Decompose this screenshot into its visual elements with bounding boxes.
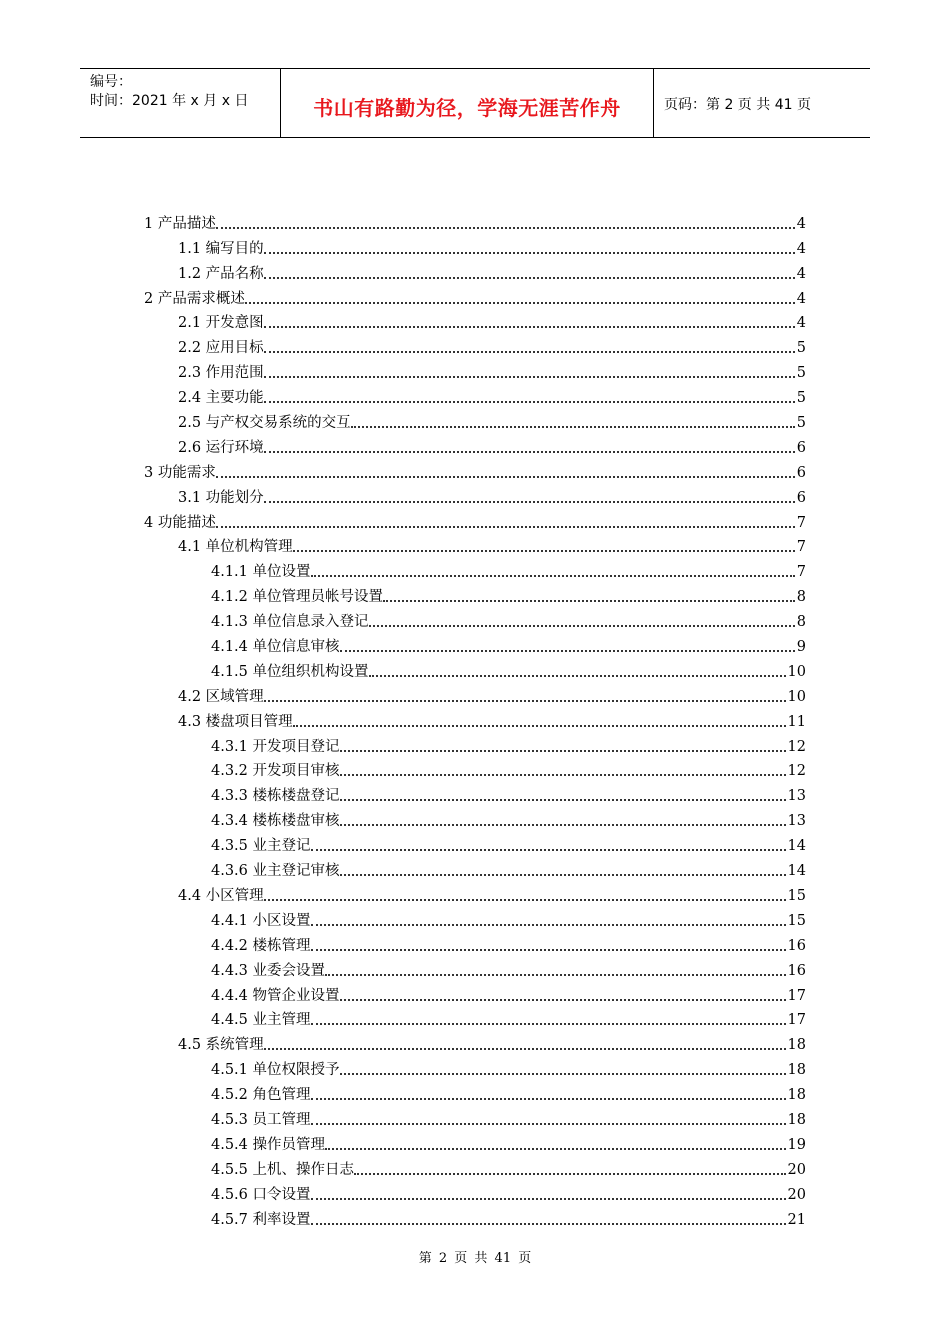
toc-entry[interactable] xyxy=(0,581,950,606)
toc-entry[interactable] xyxy=(0,706,950,731)
toc-dot-leader xyxy=(340,824,786,826)
toc-entry-page-number: 4 xyxy=(796,215,806,232)
toc-entry[interactable] xyxy=(0,208,950,233)
toc-dot-leader xyxy=(311,1198,786,1200)
toc-dot-leader xyxy=(369,625,795,627)
toc-entry-page-number: 13 xyxy=(787,813,806,830)
toc-entry-page-number: 7 xyxy=(796,539,806,556)
document-header xyxy=(80,68,870,138)
toc-entry[interactable] xyxy=(0,631,950,656)
toc-entry[interactable] xyxy=(0,880,950,905)
toc-entry-page-number: 16 xyxy=(787,962,806,979)
toc-entry-title: 4 功能描述 xyxy=(144,514,216,531)
toc-entry[interactable] xyxy=(0,1129,950,1154)
toc-entry-title: 4.3.6 业主登记审核 xyxy=(211,863,340,880)
toc-entry-title: 4.5.1 单位权限授予 xyxy=(211,1062,340,1079)
toc-entry-page-number: 6 xyxy=(796,489,806,506)
toc-entry-page-number: 4 xyxy=(796,290,806,307)
toc-entry[interactable] xyxy=(0,805,950,830)
toc-entry[interactable] xyxy=(0,1154,950,1179)
toc-entry-title: 2 产品需求概述 xyxy=(144,290,245,307)
toc-entry[interactable] xyxy=(0,233,950,258)
toc-entry-title: 4.3.1 开发项目登记 xyxy=(211,738,340,755)
toc-dot-leader xyxy=(245,302,795,304)
toc-entry-title: 4.4.5 业主管理 xyxy=(211,1012,311,1029)
toc-dot-leader xyxy=(264,451,795,453)
toc-entry-title: 4.1.1 单位设置 xyxy=(211,564,311,581)
toc-dot-leader xyxy=(311,1023,786,1025)
toc-entry[interactable] xyxy=(0,1204,950,1229)
toc-entry[interactable] xyxy=(0,606,950,631)
toc-entry-title: 4.1 单位机构管理 xyxy=(178,539,293,556)
toc-entry-title: 2.3 作用范围 xyxy=(178,365,264,382)
toc-entry[interactable] xyxy=(0,258,950,283)
toc-dot-leader xyxy=(264,1048,786,1050)
toc-entry[interactable] xyxy=(0,756,950,781)
toc-entry-title: 1.1 编写目的 xyxy=(178,240,264,257)
toc-dot-leader xyxy=(264,376,795,378)
toc-entry[interactable] xyxy=(0,382,950,407)
toc-entry[interactable] xyxy=(0,930,950,955)
toc-entry-page-number: 18 xyxy=(787,1111,806,1128)
toc-entry[interactable] xyxy=(0,830,950,855)
toc-entry-page-number: 8 xyxy=(796,614,806,631)
toc-entry[interactable] xyxy=(0,955,950,980)
toc-dot-leader xyxy=(216,227,795,229)
toc-entry[interactable] xyxy=(0,432,950,457)
toc-entry-title: 4.5.4 操作员管理 xyxy=(211,1136,326,1153)
toc-dot-leader xyxy=(264,700,786,702)
toc-entry-page-number: 18 xyxy=(787,1062,806,1079)
document-time-label: 时间：2021 年 x 月 x 日 xyxy=(90,93,249,109)
toc-entry-page-number: 7 xyxy=(796,564,806,581)
toc-dot-leader xyxy=(340,799,786,801)
header-motto-cell xyxy=(281,69,654,137)
toc-dot-leader xyxy=(264,501,795,503)
toc-entry-title: 4.5.2 角色管理 xyxy=(211,1087,311,1104)
toc-entry[interactable] xyxy=(0,556,950,581)
toc-entry[interactable] xyxy=(0,507,950,532)
toc-dot-leader xyxy=(264,899,786,901)
toc-entry-title: 4.1.2 单位管理员帐号设置 xyxy=(211,589,384,606)
toc-dot-leader xyxy=(340,999,786,1001)
toc-entry[interactable] xyxy=(0,855,950,880)
toc-entry-title: 4.2 区域管理 xyxy=(178,688,264,705)
toc-entry[interactable] xyxy=(0,1054,950,1079)
toc-entry-title: 3.1 功能划分 xyxy=(178,489,264,506)
toc-dot-leader xyxy=(264,401,795,403)
toc-dot-leader xyxy=(325,974,786,976)
toc-entry-page-number: 4 xyxy=(796,315,806,332)
toc-dot-leader xyxy=(311,1223,786,1225)
toc-entry-page-number: 7 xyxy=(796,514,806,531)
toc-entry-title: 2.2 应用目标 xyxy=(178,340,264,357)
toc-dot-leader xyxy=(311,849,786,851)
toc-entry-title: 4.1.5 单位组织机构设置 xyxy=(211,663,369,680)
toc-dot-leader xyxy=(216,526,795,528)
toc-entry[interactable] xyxy=(0,656,950,681)
toc-entry[interactable] xyxy=(0,1179,950,1204)
toc-dot-leader xyxy=(216,476,795,478)
toc-entry[interactable] xyxy=(0,332,950,357)
toc-entry-title: 2.5 与产权交易系统的交互 xyxy=(178,415,351,432)
toc-entry-title: 4.4 小区管理 xyxy=(178,887,264,904)
toc-entry-title: 4.1.4 单位信息审核 xyxy=(211,639,340,656)
toc-entry-page-number: 6 xyxy=(796,439,806,456)
toc-entry[interactable] xyxy=(0,482,950,507)
toc-entry[interactable] xyxy=(0,457,950,482)
toc-dot-leader xyxy=(354,1173,786,1175)
toc-entry-title: 4.3.4 楼栋楼盘审核 xyxy=(211,813,340,830)
toc-entry-page-number: 20 xyxy=(787,1161,806,1178)
toc-entry-page-number: 18 xyxy=(787,1037,806,1054)
toc-entry[interactable] xyxy=(0,731,950,756)
toc-entry[interactable] xyxy=(0,308,950,333)
toc-entry-page-number: 10 xyxy=(787,663,806,680)
toc-entry-page-number: 5 xyxy=(796,415,806,432)
toc-dot-leader xyxy=(264,277,795,279)
toc-dot-leader xyxy=(325,1148,786,1150)
toc-entry-title: 2.6 运行环境 xyxy=(178,439,264,456)
header-left-cell xyxy=(80,69,281,137)
toc-entry-page-number: 14 xyxy=(787,863,806,880)
toc-entry-page-number: 18 xyxy=(787,1087,806,1104)
header-page-info: 页码：第 2 页 共 41 页 xyxy=(664,97,811,113)
toc-entry-title: 4.5.6 口令设置 xyxy=(211,1186,311,1203)
toc-entry-page-number: 5 xyxy=(796,365,806,382)
toc-entry-page-number: 9 xyxy=(796,639,806,656)
toc-dot-leader xyxy=(311,1123,786,1125)
toc-entry-title: 4.1.3 单位信息录入登记 xyxy=(211,614,369,631)
toc-entry-page-number: 4 xyxy=(796,240,806,257)
toc-entry[interactable] xyxy=(0,283,950,308)
header-page-cell xyxy=(654,69,870,137)
toc-entry-page-number: 4 xyxy=(796,265,806,282)
toc-entry-page-number: 17 xyxy=(787,987,806,1004)
toc-dot-leader xyxy=(311,1098,786,1100)
toc-entry-page-number: 21 xyxy=(787,1211,806,1228)
toc-entry-page-number: 12 xyxy=(787,763,806,780)
toc-entry[interactable] xyxy=(0,532,950,557)
toc-entry-title: 1 产品描述 xyxy=(144,215,216,232)
toc-entry-page-number: 15 xyxy=(787,887,806,904)
toc-entry[interactable] xyxy=(0,681,950,706)
toc-entry[interactable] xyxy=(0,905,950,930)
toc-entry-title: 3 功能需求 xyxy=(144,464,216,481)
toc-entry-page-number: 20 xyxy=(787,1186,806,1203)
toc-entry-title: 4.3.5 业主登记 xyxy=(211,838,311,855)
toc-entry-title: 2.1 开发意图 xyxy=(178,315,264,332)
toc-dot-leader xyxy=(340,1073,786,1075)
toc-entry[interactable] xyxy=(0,980,950,1005)
toc-dot-leader xyxy=(351,426,795,428)
toc-entry-title: 4.5.3 员工管理 xyxy=(211,1111,311,1128)
toc-entry[interactable] xyxy=(0,1029,950,1054)
toc-entry-page-number: 17 xyxy=(787,1012,806,1029)
toc-entry[interactable] xyxy=(0,1079,950,1104)
toc-dot-leader xyxy=(383,600,795,602)
toc-dot-leader xyxy=(311,575,795,577)
toc-entry-title: 4.4.2 楼栋管理 xyxy=(211,937,311,954)
toc-entry-title: 4.5.7 利率设置 xyxy=(211,1211,311,1228)
toc-dot-leader xyxy=(264,351,795,353)
toc-entry[interactable] xyxy=(0,407,950,432)
toc-dot-leader xyxy=(340,650,795,652)
toc-dot-leader xyxy=(264,326,795,328)
toc-dot-leader xyxy=(340,874,786,876)
toc-entry-title: 4.4.3 业委会设置 xyxy=(211,962,326,979)
toc-dot-leader xyxy=(311,924,786,926)
toc-entry-page-number: 12 xyxy=(787,738,806,755)
toc-entry[interactable] xyxy=(0,1005,950,1030)
toc-entry-page-number: 15 xyxy=(787,912,806,929)
toc-dot-leader xyxy=(369,675,786,677)
table-of-contents xyxy=(0,208,950,1229)
toc-entry-page-number: 14 xyxy=(787,838,806,855)
toc-dot-leader xyxy=(311,949,786,951)
page-footer: 第 2 页 共 41 页 xyxy=(418,1251,532,1266)
toc-entry-title: 4.5 系统管理 xyxy=(178,1037,264,1054)
toc-dot-leader xyxy=(340,750,786,752)
toc-entry-page-number: 11 xyxy=(787,713,806,730)
toc-dot-leader xyxy=(340,774,786,776)
toc-dot-leader xyxy=(293,725,786,727)
toc-entry-title: 4.5.5 上机、操作日志 xyxy=(211,1161,355,1178)
toc-entry[interactable] xyxy=(0,1104,950,1129)
header-motto: 书山有路勤为径，学海无涯苦作舟 xyxy=(313,95,621,120)
toc-entry-title: 4.4.1 小区设置 xyxy=(211,912,311,929)
document-number-label: 编号： xyxy=(90,74,132,90)
toc-entry-page-number: 8 xyxy=(796,589,806,606)
toc-dot-leader xyxy=(264,252,795,254)
toc-entry[interactable] xyxy=(0,780,950,805)
toc-entry-page-number: 5 xyxy=(796,390,806,407)
toc-entry-page-number: 6 xyxy=(796,464,806,481)
toc-entry-title: 4.3 楼盘项目管理 xyxy=(178,713,293,730)
toc-entry-title: 4.4.4 物管企业设置 xyxy=(211,987,340,1004)
toc-entry-page-number: 19 xyxy=(787,1136,806,1153)
toc-entry-page-number: 13 xyxy=(787,788,806,805)
toc-entry-title: 4.3.3 楼栋楼盘登记 xyxy=(211,788,340,805)
toc-entry-title: 4.3.2 开发项目审核 xyxy=(211,763,340,780)
toc-entry-page-number: 10 xyxy=(787,688,806,705)
toc-entry-page-number: 16 xyxy=(787,937,806,954)
toc-dot-leader xyxy=(293,550,795,552)
toc-entry-page-number: 5 xyxy=(796,340,806,357)
toc-entry[interactable] xyxy=(0,357,950,382)
toc-entry-title: 1.2 产品名称 xyxy=(178,265,264,282)
toc-entry-title: 2.4 主要功能 xyxy=(178,390,264,407)
